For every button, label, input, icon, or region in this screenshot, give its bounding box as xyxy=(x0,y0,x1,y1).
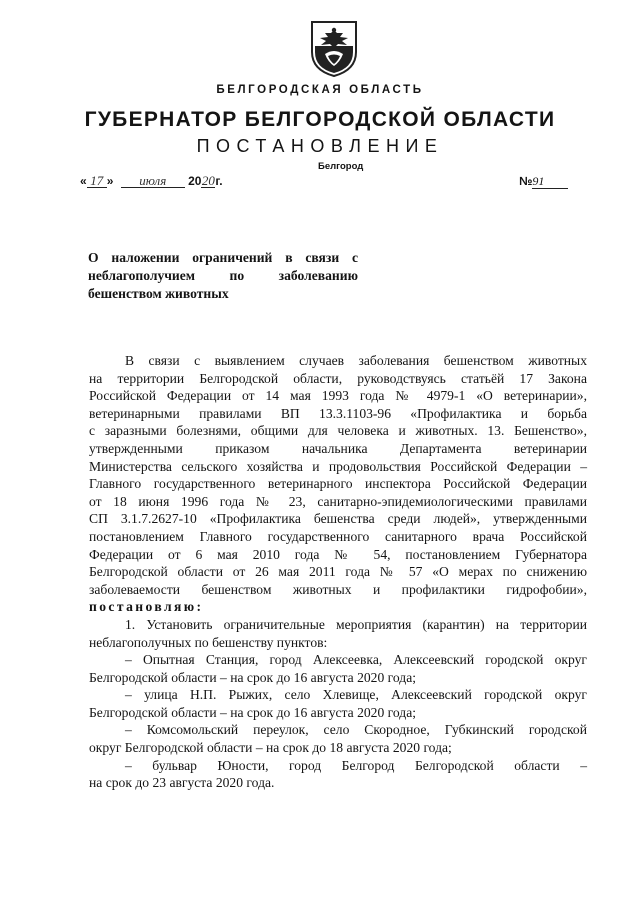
date-day: 17 xyxy=(87,174,107,188)
date-line xyxy=(80,174,223,188)
date-quote-close: » xyxy=(106,174,114,188)
preamble-line: ветеринарными правилами ВП 13.3.1103-96 «Профилактика и борьба xyxy=(89,405,587,421)
location-line: Белгородской области – на срок до 16 августа 2020 года; xyxy=(89,704,417,720)
date-quote-open: « xyxy=(80,174,87,188)
item-line: 1. Установить ограничительные мероприятия (карантин) на территории xyxy=(125,616,587,632)
coat-of-arms-emblem xyxy=(308,18,360,78)
number-value: 91 xyxy=(532,175,568,189)
location-line: – Опытная Станция, город Алексеевка, Алексеевский городской округ xyxy=(125,652,587,668)
preamble-line: Главного государственного ветеринарного инспектора Российской Федерации xyxy=(89,476,587,492)
preamble-line: заболеваемости бешенством животных и профилактики гидрофобии», xyxy=(89,581,587,597)
date-year-prefix: 20 xyxy=(188,174,202,188)
preamble-line: с заразными болезнями, общими для человека и животных. 13. Бешенство», xyxy=(89,423,587,439)
preamble-line: Российской Федерации от 14 мая 1993 года № 4979-1 «О ветеринарии», xyxy=(89,388,587,404)
document-subject: О наложении ограничений в связи с неблагополучием по заболеванию бешенством животных xyxy=(88,250,358,301)
date-month: июля xyxy=(121,174,185,188)
location-line: Белгородской области – на срок до 16 августа 2020 года; xyxy=(89,669,417,685)
preamble-line: СП 3.1.7.2627-10 «Профилактика бешенства среди людей», утвержденными xyxy=(89,511,587,527)
document-type-heading: ПОСТАНОВЛЕНИЕ xyxy=(196,136,444,156)
preamble-line: от 18 июня 1996 года № 23, санитарно-эпидемиологическими правилами xyxy=(89,493,587,509)
location-line: – Комсомольский переулок, село Скородное, Губкинский городской xyxy=(125,722,587,738)
preamble-line: постановлением Главного государственного санитарного врача Российской xyxy=(89,528,587,544)
number-prefix: № xyxy=(519,174,533,188)
preamble-line: В связи с выявлением случаев заболевания бешенством животных xyxy=(125,353,587,368)
date-year-suffix: 20 xyxy=(201,173,215,188)
date-year-unit: г. xyxy=(215,174,223,188)
region-heading: БЕЛГОРОДСКАЯ ОБЛАСТЬ xyxy=(216,84,424,96)
decree-word: постановляю: xyxy=(89,599,204,615)
city-label: Белгород xyxy=(318,161,364,172)
preamble-line: на территории Белгородской области, руководствуясь статьёй 17 Закона xyxy=(89,370,587,386)
location-line: – бульвар Юности, город Белгород Белгородской области – xyxy=(125,757,587,773)
preamble-line: утвержденными приказом начальника Департамента ветеринарии xyxy=(89,440,587,456)
preamble-line: Министерства сельского хозяйства и продовольствия Российской Федерации – xyxy=(89,458,587,474)
preamble-line: Федерации от 6 мая 2010 года № 54, постановлением Губернатора xyxy=(89,546,587,562)
governor-heading: ГУБЕРНАТОР БЕЛГОРОДСКОЙ ОБЛАСТИ xyxy=(84,108,556,131)
location-line: округ Белгородской области – на срок до 18 августа 2020 года; xyxy=(89,740,452,756)
preamble-line: Белгородской области от 26 мая 2011 года № 57 «О мерах по снижению xyxy=(89,564,587,580)
document-number xyxy=(519,174,568,189)
document-body xyxy=(89,352,587,792)
item-line: неблагополучных по бешенству пунктов: xyxy=(89,634,328,650)
location-line: на срок до 23 августа 2020 года. xyxy=(89,775,275,791)
location-line: – улица Н.П. Рыжих, село Хлевище, Алексеевский городской округ xyxy=(125,687,587,703)
